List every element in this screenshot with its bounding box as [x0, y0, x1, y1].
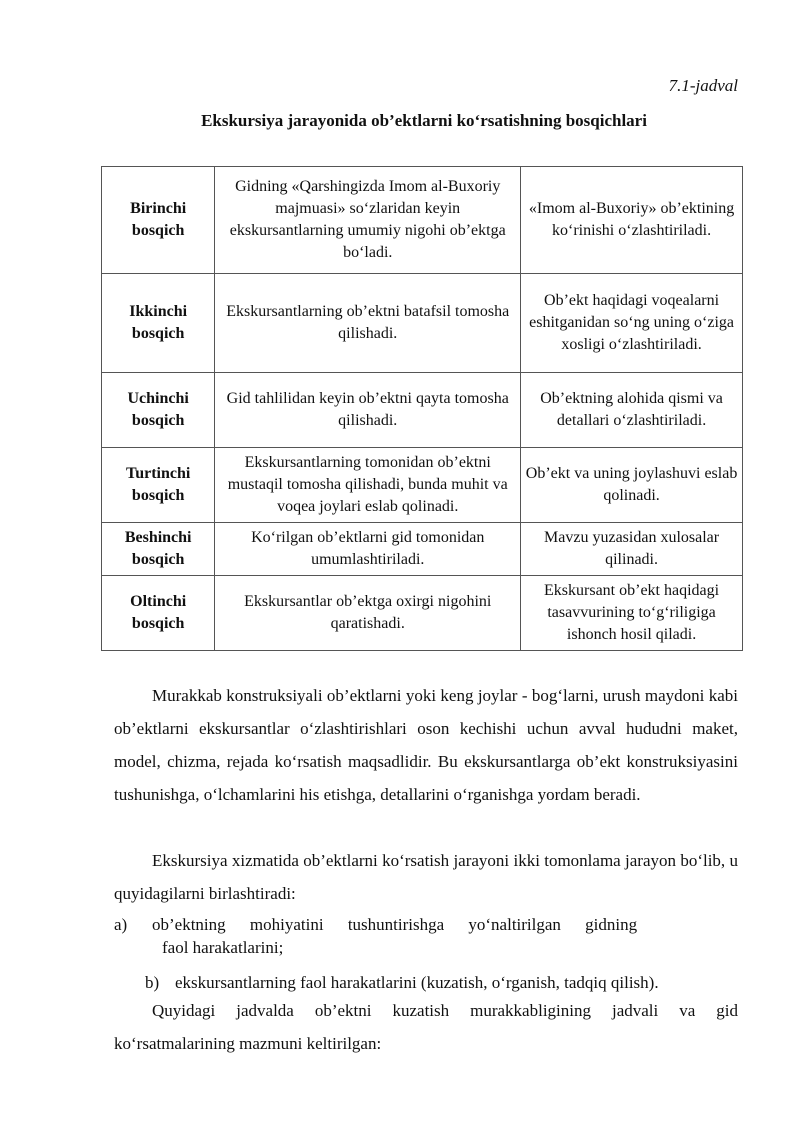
- result-cell: Ob’ekt haqidagi voqealarni eshitganidan so‘ng uning o‘ziga xosligi o‘zlashtiriladi.: [521, 274, 743, 373]
- stage-cell: Ikkinchi bosqich: [102, 274, 215, 373]
- paragraph-3: Quyidagi jadvalda ob’ektni kuzatish murakkabligining jadvali va gid ko‘rsatmalarining mazmuni keltirilgan:: [114, 1001, 738, 1053]
- stage-cell: Birinchi bosqich: [102, 167, 215, 274]
- result-cell: Ekskursant ob’ekt haqidagi tasavvurining to‘g‘riligiga ishonch hosil qiladi.: [521, 576, 743, 651]
- table-number: 7.1-jadval: [668, 76, 738, 95]
- table-row: [102, 448, 743, 523]
- action-cell: Ekskursantlarning tomonidan ob’ektni mustaqil tomosha qilishadi, bunda muhit va voqea joylari eslab qolinadi.: [215, 448, 521, 523]
- stage-cell: Turtinchi bosqich: [102, 448, 215, 523]
- list-marker: b): [145, 973, 160, 992]
- result-cell: Ob’ektning alohida qismi va detallari o‘zlashtiriladi.: [521, 373, 743, 448]
- paragraph-1: Murakkab konstruksiyali ob’ektlarni yoki keng joylar - bog‘larni, urush maydoni kabi ob’ektlarni ekskursantlar o‘zlashtirishlari oson kechishi uchun avval hududni maket, model, chizma, rejada ko‘rsatish maqsadlidir. Bu ekskursantlarga ob’ekt konstruksiyasini tushunishga, o‘lchamlarini his etishga, detallarini o‘rganishga yordam beradi.: [114, 686, 738, 804]
- action-cell: Ko‘rilgan ob’ektlarni gid tomonidan umumlashtiriladi.: [215, 523, 521, 576]
- result-cell: Mavzu yuzasidan xulosalar qilinadi.: [521, 523, 743, 576]
- stages-table: [101, 166, 743, 651]
- list-item-continuation: faol harakatlarini;: [162, 938, 284, 957]
- stage-cell: Oltinchi bosqich: [102, 576, 215, 651]
- table-row: [102, 523, 743, 576]
- paragraph-2: Ekskursiya xizmatida ob’ektlarni ko‘rsatish jarayoni ikki tomonlama jarayon bo‘lib, u quyidagilarni birlashtiradi:: [114, 851, 738, 903]
- list-item-text: ekskursantlarning faol harakatlarini (kuzatish, o‘rganish, tadqiq qilish).: [175, 973, 659, 992]
- action-cell: Ekskursantlar ob’ektga oxirgi nigohini qaratishadi.: [215, 576, 521, 651]
- table-row: [102, 373, 743, 448]
- table-row: [102, 167, 743, 274]
- stage-cell: Uchinchi bosqich: [102, 373, 215, 448]
- action-cell: Gid tahlilidan keyin ob’ektni qayta tomosha qilishadi.: [215, 373, 521, 448]
- stage-cell: Beshinchi bosqich: [102, 523, 215, 576]
- list-marker: a): [114, 915, 128, 934]
- table-row: [102, 274, 743, 373]
- result-cell: «Imom al-Buxoriy» ob’ektining ko‘rinishi o‘zlashtiriladi.: [521, 167, 743, 274]
- list-item-a: [114, 913, 738, 959]
- table-row: [102, 576, 743, 651]
- result-cell: Ob’ekt va uning joylashuvi eslab qolinadi.: [521, 448, 743, 523]
- action-cell: Ekskursantlarning ob’ektni batafsil tomosha qilishadi.: [215, 274, 521, 373]
- action-cell: Gidning «Qarshingizda Imom al-Buxoriy majmuasi» so‘zlaridan keyin ekskursantlarning umumiy nigohi ob’ektga bo‘ladi.: [215, 167, 521, 274]
- list-item-text: ob’ektning mohiyatini tushuntirishga yo‘naltirilgan gidning: [152, 915, 638, 934]
- table-title: Ekskursiya jarayonida ob’ektlarni ko‘rsatishning bosqichlari: [201, 111, 647, 130]
- list-item-b: [145, 971, 659, 994]
